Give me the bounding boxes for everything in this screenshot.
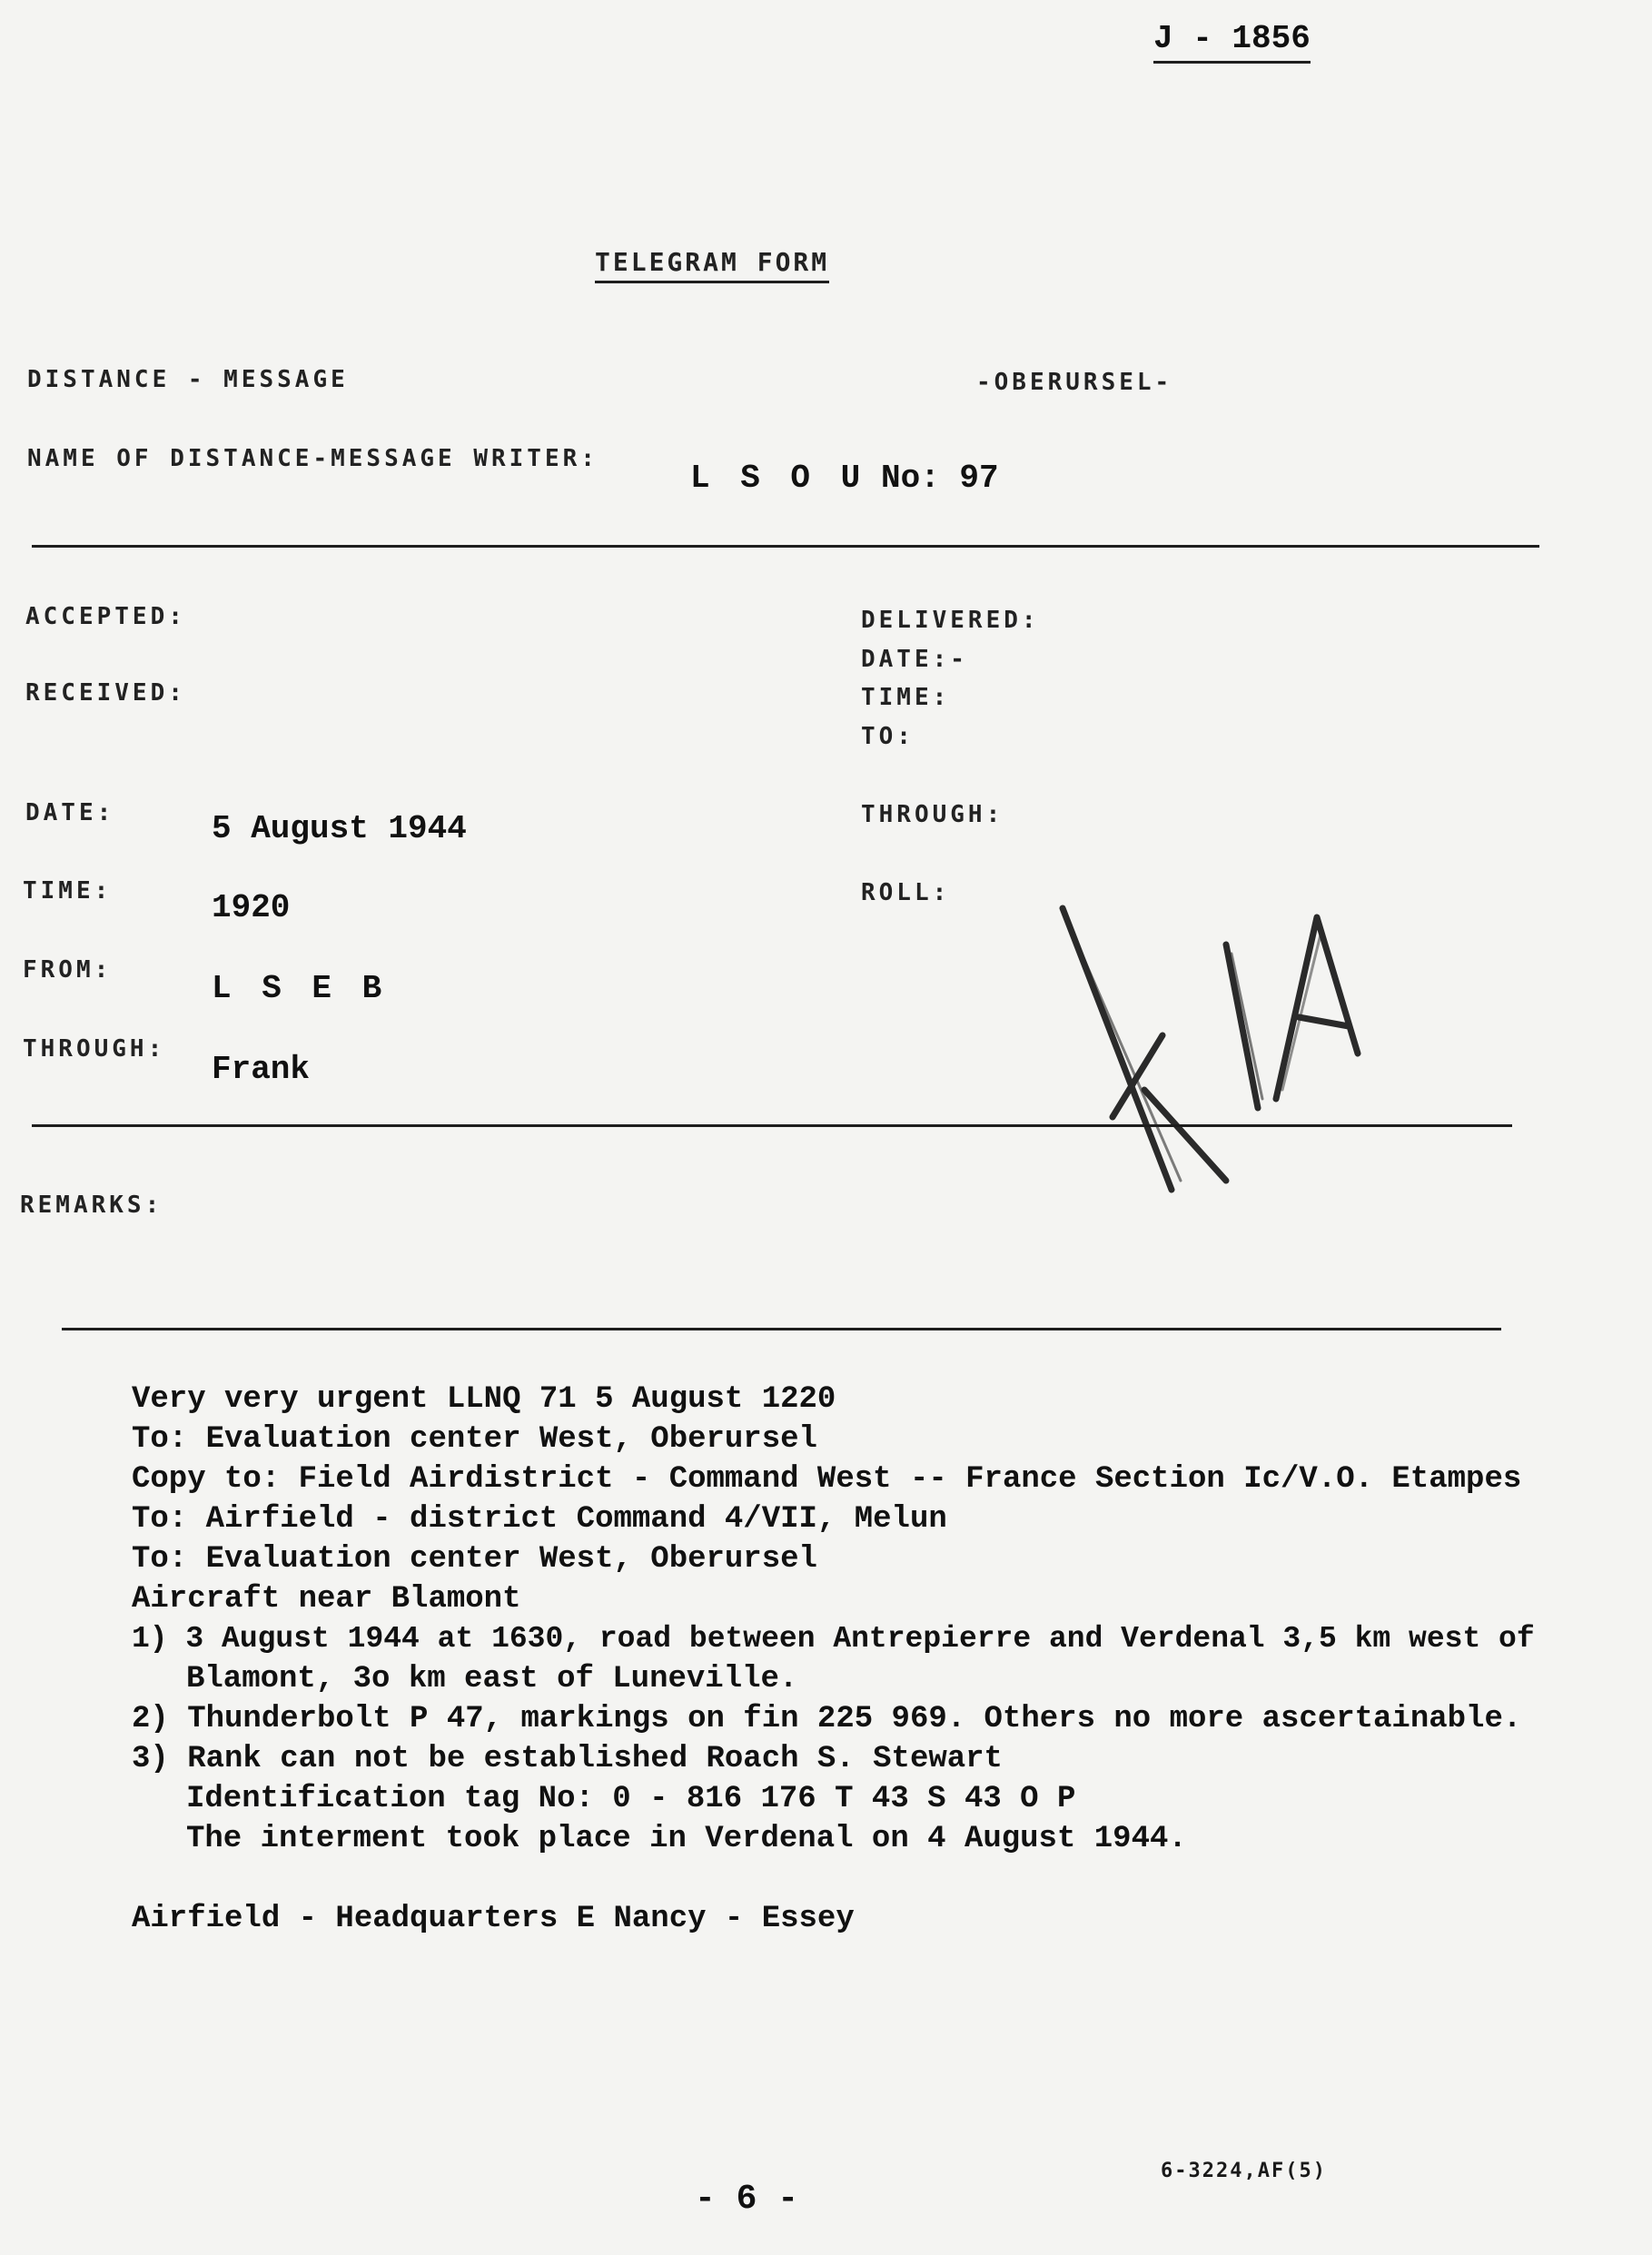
writer-label: NAME OF DISTANCE-MESSAGE WRITER: — [27, 445, 598, 472]
message-line: Identification tag No: 0 - 816 176 T 43 S 43 O P — [186, 1782, 1076, 1816]
signature-line: Airfield - Headquarters E Nancy - Essey — [132, 1902, 855, 1936]
message-line: Copy to: Field Airdistrict - Command West -- France Section Ic/V.O. Etampes — [132, 1462, 1522, 1497]
time-label: TIME: — [23, 877, 113, 905]
delivered-label: DELIVERED: — [861, 607, 1040, 634]
form-code: 6-3224,AF(5) — [1161, 2160, 1327, 2182]
message-number: No: 97 — [881, 460, 999, 497]
through-value: Frank — [212, 1051, 311, 1088]
accepted-label: ACCEPTED: — [25, 603, 186, 630]
divider-top — [32, 545, 1539, 548]
date-label: DATE: — [25, 799, 115, 826]
kia-handwritten-mark — [1044, 890, 1390, 1217]
delivered-through-label: THROUGH: — [861, 801, 1004, 828]
time-value: 1920 — [212, 889, 291, 926]
message-line: To: Evaluation center West, Oberursel — [132, 1542, 817, 1577]
message-line: 1) 3 August 1944 at 1630, road between Antrepierre and Verdenal 3,5 km west of — [132, 1622, 1535, 1656]
writer-value: L S O U — [690, 460, 866, 497]
delivered-time-label: TIME: — [861, 684, 951, 711]
divider-bottom — [62, 1328, 1501, 1330]
form-title: TELEGRAM FORM — [595, 247, 829, 283]
message-line: 2) Thunderbolt P 47, markings on fin 225 969. Others no more ascertainable. — [132, 1702, 1522, 1736]
from-value: L S E B — [212, 970, 388, 1007]
roll-label: ROLL: — [861, 879, 951, 906]
message-line: Aircraft near Blamont — [132, 1582, 521, 1617]
received-label: RECEIVED: — [25, 679, 186, 707]
message-line: The interment took place in Verdenal on 4 August 1944. — [186, 1822, 1187, 1856]
remarks-label: REMARKS: — [20, 1192, 163, 1219]
message-line: Very very urgent LLNQ 71 5 August 1220 — [132, 1382, 836, 1417]
page-number: - 6 - — [695, 2180, 799, 2219]
distance-message-label: DISTANCE - MESSAGE — [27, 366, 349, 393]
through-label: THROUGH: — [23, 1035, 166, 1063]
delivered-date-label: DATE:- — [861, 646, 968, 673]
location-label: -OBERURSEL- — [976, 369, 1173, 396]
document-reference: J - 1856 — [1153, 20, 1311, 64]
message-line: 3) Rank can not be established Roach S. Stewart — [132, 1742, 1003, 1776]
from-label: FROM: — [23, 956, 113, 984]
delivered-to-label: TO: — [861, 723, 915, 750]
message-line: Blamont, 3o km east of Luneville. — [186, 1662, 798, 1696]
date-value: 5 August 1944 — [212, 810, 467, 847]
message-line: To: Evaluation center West, Oberursel — [132, 1422, 817, 1457]
divider-middle — [32, 1124, 1512, 1127]
message-line: To: Airfield - district Command 4/VII, Melun — [132, 1502, 947, 1537]
